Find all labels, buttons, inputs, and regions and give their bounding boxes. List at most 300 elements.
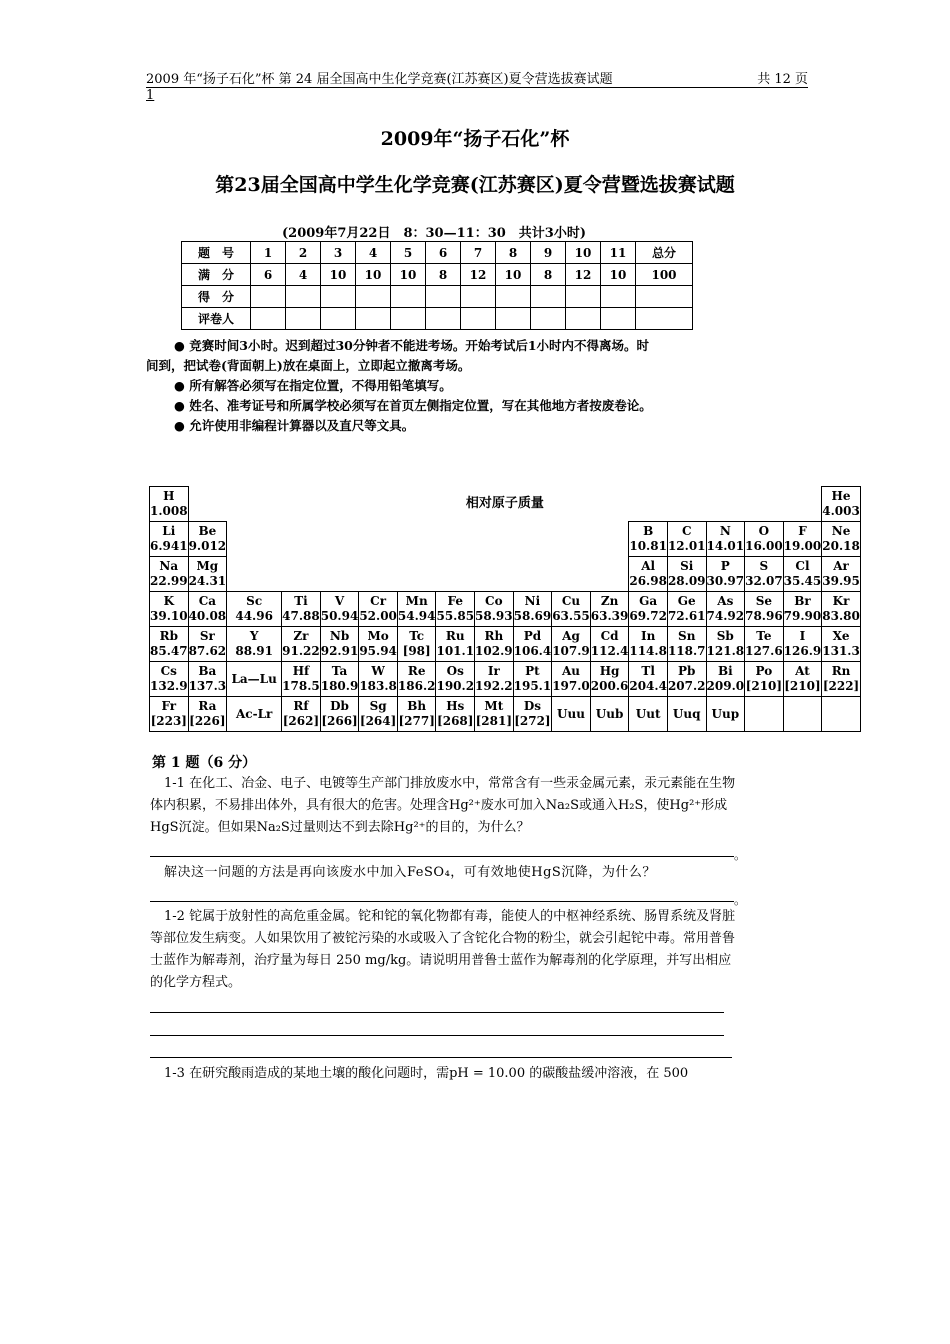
element-mass: 207.2 xyxy=(667,679,706,693)
element-cell xyxy=(282,627,321,662)
element-mass: 47.88 xyxy=(282,609,320,623)
element-mass: 14.01 xyxy=(706,539,745,553)
element-cell xyxy=(150,592,189,627)
score-total-points: 100 xyxy=(636,264,693,286)
element-cell xyxy=(227,592,282,627)
element-symbol: Mo xyxy=(367,629,389,643)
element-cell xyxy=(745,557,784,592)
element-symbol: Ta xyxy=(331,664,348,678)
element-mass: 186.2 xyxy=(397,679,436,693)
element-cell xyxy=(629,697,668,732)
element-cell xyxy=(667,662,706,697)
element-cell xyxy=(629,592,668,627)
element-cell xyxy=(783,627,822,662)
element-mass: [264] xyxy=(359,714,397,728)
element-symbol: Te xyxy=(756,629,772,643)
score-cell: 3 xyxy=(321,242,356,264)
answer-line[interactable] xyxy=(150,901,734,902)
score-input-cell[interactable] xyxy=(566,308,601,330)
element-symbol: Ag xyxy=(562,629,580,643)
element-cell xyxy=(320,627,359,662)
rule-line: ● 允许使用非编程计算器以及直尺等文具。 xyxy=(174,418,415,433)
score-input-cell[interactable] xyxy=(286,308,321,330)
element-symbol: Pd xyxy=(523,629,542,643)
element-mass: 74.92 xyxy=(706,609,745,623)
element-symbol: Rn xyxy=(831,664,851,678)
element-symbol: S xyxy=(759,559,769,573)
element-mass: 78.96 xyxy=(745,609,783,623)
element-mass: 92.91 xyxy=(320,644,359,658)
element-mass: 58.69 xyxy=(513,609,552,623)
element-cell xyxy=(822,557,861,592)
element-symbol: At xyxy=(795,664,810,678)
element-mass: 40.08 xyxy=(188,609,227,623)
score-input-cell[interactable] xyxy=(601,286,636,308)
answer-line[interactable] xyxy=(150,1012,724,1013)
element-cell xyxy=(150,522,189,557)
element-mass: 35.45 xyxy=(783,574,822,588)
element-cell xyxy=(436,627,475,662)
element-symbol: Pb xyxy=(678,664,696,678)
element-mass: [223] xyxy=(150,714,187,728)
element-mass: 32.07 xyxy=(745,574,783,588)
exam-title-main: 第23届全国高中学生化学竞赛(江苏赛区)夏令营暨选拔赛试题 xyxy=(215,174,735,196)
element-mass: [272] xyxy=(514,714,551,728)
end-mark: 。 xyxy=(734,893,747,907)
element-mass: 58.93 xyxy=(475,609,513,623)
element-symbol: Tc xyxy=(409,629,425,643)
element-cell xyxy=(227,662,282,697)
element-cell xyxy=(150,557,189,592)
score-cell: 12 xyxy=(461,264,496,286)
score-input-cell[interactable] xyxy=(461,286,496,308)
element-mass: [281] xyxy=(475,714,513,728)
element-cell xyxy=(475,662,514,697)
element-mass: 1.008 xyxy=(150,504,188,518)
element-mass: 183.8 xyxy=(359,679,397,693)
element-cell xyxy=(475,592,514,627)
element-mass: [210] xyxy=(745,679,783,693)
element-mass: 54.94 xyxy=(397,609,436,623)
score-cell: 10 xyxy=(601,264,636,286)
question-1-title: 第 1 题（6 分） xyxy=(152,755,257,771)
score-cell: 10 xyxy=(566,242,601,264)
element-mass: 106.4 xyxy=(513,644,552,658)
element-symbol: Sg xyxy=(369,699,387,713)
score-cell: 5 xyxy=(391,242,426,264)
score-cell: 7 xyxy=(461,242,496,264)
element-symbol: B xyxy=(643,524,654,538)
end-mark: 。 xyxy=(734,848,747,862)
element-mass: 9.012 xyxy=(188,539,227,553)
score-cell: 6 xyxy=(426,242,461,264)
element-cell xyxy=(552,697,591,732)
element-symbol: Xe xyxy=(832,629,850,643)
element-mass: 44.96 xyxy=(235,609,273,623)
element-cell xyxy=(783,522,822,557)
question-1-1-text: 1-1 在化工、冶金、电子、电镀等生产部门排放废水中，常常含有一些汞金属元素，汞元素能在生物体内积累，不易排出体外，具有很大的危害。处理含Hg²⁺废水可加入Na₂S或通入H₂S，使Hg²⁺形成HgS沉淀。但如果Na₂S过量则达不到去除Hg²⁺的目的，为什么？ xyxy=(150,776,736,835)
element-symbol: Cr xyxy=(370,594,387,608)
element-symbol: La—Lu xyxy=(231,671,277,686)
element-cell xyxy=(706,592,745,627)
element-symbol: Se xyxy=(755,594,773,608)
element-mass: 55.85 xyxy=(436,609,475,623)
score-cell: 4 xyxy=(286,264,321,286)
element-cell xyxy=(822,697,861,732)
element-symbol: Uuu xyxy=(557,706,585,721)
score-table xyxy=(181,241,693,330)
element-mass: [226] xyxy=(189,714,226,728)
element-mass: 132.9 xyxy=(150,679,188,693)
element-mass: 52.00 xyxy=(359,609,397,623)
element-mass: 209.0 xyxy=(706,679,745,693)
element-cell xyxy=(282,592,321,627)
score-row-grader xyxy=(182,308,693,330)
element-mass: [210] xyxy=(784,679,821,693)
element-symbol: Hs xyxy=(446,699,465,713)
table-gap xyxy=(227,522,629,557)
answer-line[interactable] xyxy=(150,1057,732,1058)
element-symbol: Li xyxy=(162,524,176,538)
element-symbol: C xyxy=(681,524,692,538)
element-symbol: Pt xyxy=(525,664,540,678)
element-mass: 118.7 xyxy=(667,644,706,658)
element-symbol: Si xyxy=(680,559,694,573)
element-cell xyxy=(188,592,227,627)
element-cell xyxy=(320,592,359,627)
element-symbol: Sn xyxy=(678,629,696,643)
score-input-cell[interactable] xyxy=(601,308,636,330)
periodic-table xyxy=(149,486,861,732)
element-symbol: P xyxy=(720,559,730,573)
table-gap xyxy=(227,557,629,592)
element-mass: 4.003 xyxy=(822,504,860,518)
element-symbol: Fe xyxy=(447,594,463,608)
element-cell xyxy=(436,697,475,732)
element-symbol: Mg xyxy=(196,559,219,573)
exam-time: (2009年7月22日 8：30—11：30 共计3小时) xyxy=(282,226,586,241)
element-cell xyxy=(436,662,475,697)
element-cell xyxy=(590,697,629,732)
element-cell xyxy=(822,522,861,557)
score-cell: 9 xyxy=(531,242,566,264)
element-symbol: Fr xyxy=(161,699,177,713)
element-symbol: Rb xyxy=(159,629,178,643)
rule-line: ● 所有解答必须写在指定位置，不得用铅笔填写。 xyxy=(174,378,452,393)
element-mass: 28.09 xyxy=(667,574,706,588)
element-cell xyxy=(822,592,861,627)
score-row-points xyxy=(182,264,693,286)
page-header xyxy=(146,72,808,103)
element-symbol: Br xyxy=(794,594,811,608)
element-cell xyxy=(667,592,706,627)
element-cell xyxy=(359,662,398,697)
element-symbol: Db xyxy=(330,699,349,713)
element-cell xyxy=(822,627,861,662)
score-input-cell[interactable] xyxy=(496,308,531,330)
element-cell xyxy=(513,592,552,627)
element-mass: 102.9 xyxy=(475,644,513,658)
element-mass: 112.4 xyxy=(590,644,629,658)
element-cell xyxy=(706,557,745,592)
score-label: 题 号 xyxy=(182,242,251,264)
element-mass: 121.8 xyxy=(706,644,745,658)
element-cell xyxy=(188,522,227,557)
element-symbol: Ge xyxy=(677,594,696,608)
element-symbol: Nb xyxy=(329,629,350,643)
score-input-cell[interactable] xyxy=(426,308,461,330)
element-mass: 137.3 xyxy=(188,679,227,693)
element-cell xyxy=(667,627,706,662)
element-cell xyxy=(320,662,359,697)
element-symbol: He xyxy=(831,489,851,503)
element-mass: [266] xyxy=(321,714,358,728)
element-cell xyxy=(359,697,398,732)
element-cell xyxy=(629,627,668,662)
element-cell xyxy=(227,627,282,662)
element-mass: 69.72 xyxy=(629,609,667,623)
element-symbol: Uut xyxy=(635,706,661,721)
element-symbol: Sr xyxy=(199,629,215,643)
element-cell xyxy=(745,522,784,557)
element-symbol: Cd xyxy=(600,629,619,643)
element-cell xyxy=(745,662,784,697)
element-cell xyxy=(282,662,321,697)
element-symbol: Co xyxy=(485,594,503,608)
score-input-cell[interactable] xyxy=(566,286,601,308)
question-1-1-followup: 解决这一问题的方法是再向该废水中加入FeSO₄，可有效地使HgS沉降，为什么？ xyxy=(164,865,656,880)
score-cell: 10 xyxy=(356,264,391,286)
element-cell xyxy=(552,662,591,697)
element-symbol: Zn xyxy=(600,594,619,608)
score-input-cell[interactable] xyxy=(636,308,693,330)
question-1-2-text: 1-2 铊属于放射性的高危重金属。铊和铊的氧化物都有毒，能使人的中枢神经系统、肠胃系统及肾脏等部位发生病变。人如果饮用了被铊污染的水或吸入了含铊化合物的粉尘，就会引起铊中毒。常用普鲁士蓝作为解毒剂，治疗量为每日 250 mg/kg。请说明用普鲁士蓝作为解毒剂的化学原理，并写出相应的化学方程式。 xyxy=(150,909,736,990)
element-mass: 114.8 xyxy=(629,644,667,658)
element-cell xyxy=(359,627,398,662)
element-symbol: In xyxy=(640,629,656,643)
element-cell xyxy=(667,697,706,732)
score-input-cell[interactable] xyxy=(356,308,391,330)
element-cell xyxy=(188,697,227,732)
element-mass: 101.1 xyxy=(436,644,475,658)
element-symbol: Kr xyxy=(832,594,850,608)
element-cell xyxy=(436,592,475,627)
element-mass: 50.94 xyxy=(320,609,359,623)
element-mass: 87.62 xyxy=(188,644,227,658)
header-page-count: 共 12 页 xyxy=(757,72,808,87)
element-cell xyxy=(475,627,514,662)
element-cell xyxy=(397,662,436,697)
element-symbol: Ds xyxy=(523,699,541,713)
element-mass: 127.6 xyxy=(745,644,783,658)
element-symbol: Ir xyxy=(487,664,500,678)
score-input-cell[interactable] xyxy=(636,286,693,308)
element-cell xyxy=(150,627,189,662)
element-mass: 10.81 xyxy=(629,539,667,553)
score-cell: 11 xyxy=(601,242,636,264)
element-cell xyxy=(475,697,514,732)
element-symbol: Uub xyxy=(595,706,624,721)
element-symbol: W xyxy=(371,664,385,678)
element-cell xyxy=(590,592,629,627)
element-symbol: Po xyxy=(755,664,773,678)
element-cell xyxy=(667,522,706,557)
element-mass: 178.5 xyxy=(282,679,320,693)
element-mass: 190.2 xyxy=(436,679,475,693)
score-cell: 4 xyxy=(356,242,391,264)
element-mass: 85.47 xyxy=(150,644,188,658)
element-symbol: Al xyxy=(641,559,656,573)
element-mass: [268] xyxy=(437,714,474,728)
element-symbol: Be xyxy=(198,524,217,538)
element-symbol: Mn xyxy=(405,594,428,608)
element-cell xyxy=(745,627,784,662)
score-input-cell[interactable] xyxy=(286,286,321,308)
element-cell xyxy=(706,697,745,732)
score-input-cell[interactable] xyxy=(391,286,426,308)
element-symbol: Hg xyxy=(599,664,620,678)
element-cell xyxy=(227,697,282,732)
element-mass: 95.94 xyxy=(359,644,397,658)
score-input-cell[interactable] xyxy=(321,308,356,330)
element-mass: 83.80 xyxy=(822,609,860,623)
element-cell xyxy=(629,522,668,557)
rule-line: ● 姓名、准考证号和所属学校必须写在首页左侧指定位置，写在其他地方者按废卷论。 xyxy=(174,398,652,413)
rule-line: 间到，把试卷(背面朝上)放在桌面上，立即起立撤离考场。 xyxy=(146,358,471,373)
element-cell xyxy=(667,557,706,592)
element-cell xyxy=(706,627,745,662)
element-mass: 39.95 xyxy=(822,574,860,588)
element-cell xyxy=(590,662,629,697)
element-cell xyxy=(552,592,591,627)
score-cell: 1 xyxy=(251,242,286,264)
score-input-cell[interactable] xyxy=(251,308,286,330)
answer-line[interactable] xyxy=(150,856,734,857)
score-input-cell[interactable] xyxy=(531,308,566,330)
score-input-cell[interactable] xyxy=(356,286,391,308)
score-cell: 10 xyxy=(496,264,531,286)
element-symbol: O xyxy=(758,524,770,538)
element-symbol: V xyxy=(334,594,345,608)
element-mass: 26.98 xyxy=(629,574,667,588)
score-input-cell[interactable] xyxy=(321,286,356,308)
element-symbol: Cl xyxy=(795,559,810,573)
score-input-cell[interactable] xyxy=(391,308,426,330)
element-cell xyxy=(706,522,745,557)
element-mass: [98] xyxy=(402,644,431,658)
element-cell xyxy=(822,662,861,697)
element-mass: 195.1 xyxy=(513,679,552,693)
element-symbol: Sc xyxy=(246,594,263,608)
element-symbol: Tl xyxy=(641,664,655,678)
element-symbol: Bh xyxy=(407,699,427,713)
element-symbol: Uuq xyxy=(672,706,701,721)
element-cell xyxy=(397,627,436,662)
element-cell xyxy=(397,592,436,627)
element-symbol: Uup xyxy=(711,706,740,721)
element-mass: 72.61 xyxy=(667,609,706,623)
element-mass: 19.00 xyxy=(783,539,822,553)
element-symbol: Rf xyxy=(293,699,309,713)
element-symbol: Ru xyxy=(445,629,465,643)
score-input-cell[interactable] xyxy=(531,286,566,308)
element-mass: 91.22 xyxy=(282,644,320,658)
element-mass: 197.0 xyxy=(552,679,590,693)
element-symbol: Ba xyxy=(198,664,217,678)
score-cell: 10 xyxy=(391,264,426,286)
element-cell xyxy=(188,627,227,662)
element-symbol: K xyxy=(163,594,174,608)
score-total-label: 总分 xyxy=(636,242,693,264)
score-input-cell[interactable] xyxy=(461,308,496,330)
score-cell: 10 xyxy=(321,264,356,286)
element-mass: 24.31 xyxy=(188,574,227,588)
element-symbol: H xyxy=(163,489,175,503)
element-cell xyxy=(629,662,668,697)
element-symbol: Au xyxy=(561,664,581,678)
element-symbol: N xyxy=(719,524,731,538)
element-symbol: Hf xyxy=(292,664,310,678)
element-symbol: Re xyxy=(407,664,426,678)
element-cell xyxy=(745,592,784,627)
element-symbol: Sb xyxy=(716,629,734,643)
periodic-table-title: 相对原子质量 xyxy=(465,496,544,512)
element-cell xyxy=(320,697,359,732)
element-mass: 192.2 xyxy=(475,679,513,693)
element-cell xyxy=(822,487,861,522)
element-cell xyxy=(188,557,227,592)
element-mass: 204.4 xyxy=(629,679,667,693)
element-symbol: Ga xyxy=(639,594,658,608)
element-mass: 79.90 xyxy=(783,609,822,623)
element-cell xyxy=(783,662,822,697)
element-symbol: F xyxy=(798,524,807,538)
element-mass: 180.9 xyxy=(320,679,359,693)
score-row-numbers xyxy=(182,242,693,264)
exam-rules xyxy=(146,336,786,436)
header-title: 2009 年“扬子石化”杯 第 24 届全国高中生化学竞赛(江苏赛区)夏令营选拔赛试题 xyxy=(146,72,613,87)
element-mass: 126.9 xyxy=(783,644,822,658)
element-mass: 12.01 xyxy=(667,539,706,553)
element-symbol: Ca xyxy=(198,594,217,608)
element-symbol: Cs xyxy=(160,664,177,678)
score-input-cell[interactable] xyxy=(251,286,286,308)
element-mass: 88.91 xyxy=(235,644,273,658)
score-cell: 8 xyxy=(426,264,461,286)
element-symbol: I xyxy=(799,629,806,643)
element-symbol: Ar xyxy=(833,559,849,573)
element-symbol: Mt xyxy=(484,699,504,713)
element-cell xyxy=(513,627,552,662)
element-cell xyxy=(513,662,552,697)
score-input-cell[interactable] xyxy=(496,286,531,308)
element-symbol: Ti xyxy=(294,594,308,608)
element-symbol: Rh xyxy=(484,629,504,643)
header-page-number: 1 xyxy=(146,88,155,103)
element-symbol: Os xyxy=(446,664,464,678)
score-cell: 8 xyxy=(496,242,531,264)
score-input-cell[interactable] xyxy=(426,286,461,308)
answer-line[interactable] xyxy=(150,1035,724,1036)
element-cell xyxy=(150,662,189,697)
element-cell xyxy=(783,592,822,627)
element-cell xyxy=(706,662,745,697)
element-mass: 63.55 xyxy=(552,609,590,623)
element-cell xyxy=(188,662,227,697)
element-cell xyxy=(590,627,629,662)
element-cell xyxy=(150,697,189,732)
element-cell xyxy=(783,697,822,732)
